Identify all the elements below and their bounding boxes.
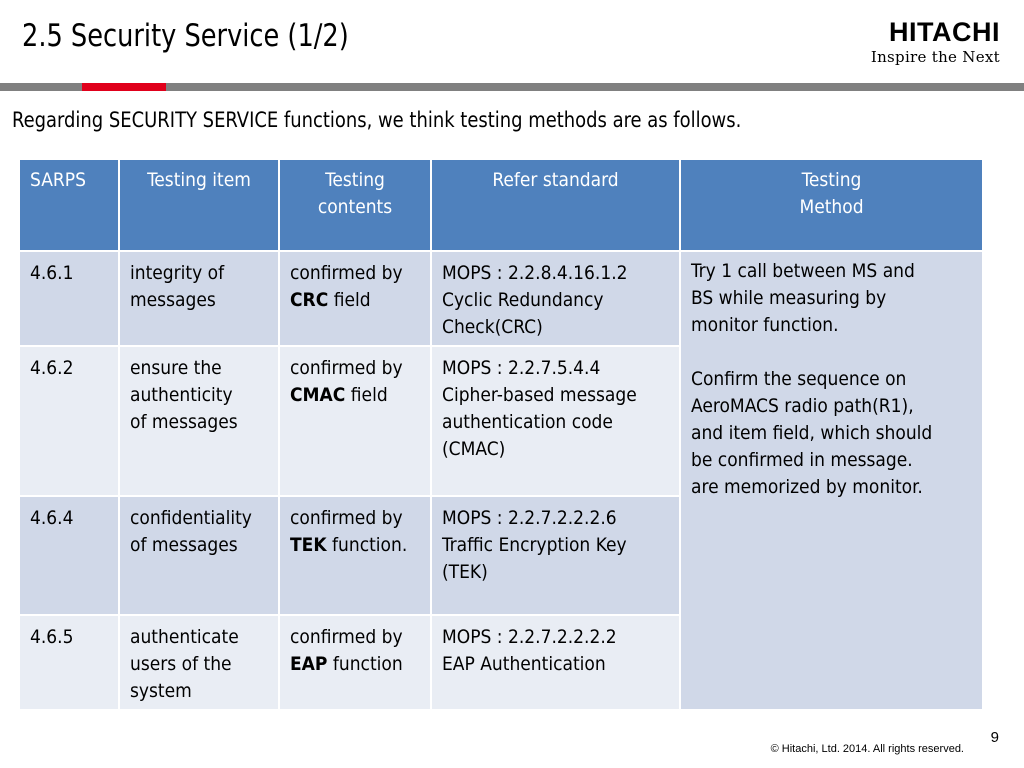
cell-line: system [130, 680, 192, 702]
cell-line: MOPS : 2.2.7.2.2.2.2 [442, 626, 617, 648]
header-testing-method [680, 159, 983, 251]
cell-testing-method [680, 251, 983, 710]
cell-line: confirmed by [290, 626, 403, 648]
cell-testing-contents [279, 346, 431, 496]
method-line: and item field, which should [691, 422, 933, 444]
table-header-row [19, 159, 983, 251]
contents-suffix: field [345, 384, 388, 406]
header-testing-method-line2: Method [799, 196, 864, 218]
cell-line: authenticity [130, 384, 233, 406]
cell-line: Cyclic Redundancy [442, 289, 604, 311]
header-refer-standard: Refer standard [431, 159, 680, 251]
cell-line: authentication code [442, 411, 613, 433]
method-line: Try 1 call between MS and [691, 260, 915, 282]
cell-line: of messages [130, 411, 238, 433]
cell-sarps: 4.6.2 [19, 346, 119, 496]
cell-line: (CMAC) [442, 438, 506, 460]
method-line: BS while measuring by [691, 287, 887, 309]
cell-testing-contents [279, 496, 431, 615]
copyright-notice: © Hitachi, Ltd. 2014. All rights reserved. [770, 743, 964, 755]
contents-keyword: EAP [290, 653, 328, 675]
table-row [19, 251, 983, 346]
header-testing-item: Testing item [119, 159, 279, 251]
cell-line: confidentiality [130, 507, 252, 529]
cell-line: Cipher-based message [442, 384, 637, 406]
cell-line: integrity of [130, 262, 225, 284]
cell-line: MOPS : 2.2.8.4.16.1.2 [442, 262, 628, 284]
cell-line: (TEK) [442, 561, 488, 583]
contents-suffix: function. [326, 534, 408, 556]
cell-testing-item [119, 346, 279, 496]
contents-suffix: function [327, 653, 403, 675]
cell-line: confirmed by [290, 507, 403, 529]
method-paragraph-gap [691, 339, 972, 366]
slide-title: 2.5 Security Service (1/2) [22, 18, 349, 54]
header-rule-accent [82, 83, 166, 91]
hitachi-logo [871, 18, 1000, 66]
cell-line: ensure the [130, 357, 222, 379]
cell-sarps: 4.6.5 [19, 615, 119, 710]
cell-sarps: 4.6.1 [19, 251, 119, 346]
cell-line: messages [130, 289, 216, 311]
cell-refer-standard [431, 251, 680, 346]
contents-suffix: field [328, 289, 371, 311]
cell-line: MOPS : 2.2.7.2.2.2.6 [442, 507, 617, 529]
cell-line: of messages [130, 534, 238, 556]
logo-wordmark: HITACHI [889, 17, 1000, 47]
method-line: AeroMACS radio path(R1), [691, 395, 914, 417]
cell-testing-item [119, 251, 279, 346]
header-testing-contents [279, 159, 431, 251]
contents-keyword: CMAC [290, 384, 346, 406]
cell-line [290, 382, 420, 409]
cell-line: users of the [130, 653, 232, 675]
cell-line: Check(CRC) [442, 316, 543, 338]
logo-tagline: Inspire the Next [870, 48, 1000, 66]
cell-refer-standard [431, 615, 680, 710]
cell-testing-contents [279, 251, 431, 346]
header-sarps: SARPS [19, 159, 119, 251]
method-line: monitor function. [691, 314, 839, 336]
intro-text: Regarding SECURITY SERVICE functions, we think testing methods are as follows. [12, 108, 742, 132]
contents-keyword: CRC [290, 289, 329, 311]
cell-testing-item [119, 496, 279, 615]
cell-line: confirmed by [290, 357, 403, 379]
cell-testing-contents [279, 615, 431, 710]
cell-line: EAP Authentication [442, 653, 606, 675]
cell-sarps: 4.6.4 [19, 496, 119, 615]
cell-line [290, 532, 420, 559]
cell-line [290, 287, 420, 314]
page-number: 9 [990, 729, 999, 746]
cell-testing-item [119, 615, 279, 710]
cell-line [290, 651, 420, 678]
header-testing-contents-line2: contents [317, 196, 393, 218]
cell-refer-standard [431, 496, 680, 615]
contents-keyword: TEK [290, 534, 327, 556]
cell-line: MOPS : 2.2.7.5.4.4 [442, 357, 601, 379]
security-test-table [18, 158, 984, 711]
cell-line: Traffic Encryption Key [442, 534, 627, 556]
cell-line: confirmed by [290, 262, 403, 284]
cell-refer-standard [431, 346, 680, 496]
method-line: be confirmed in message. [691, 449, 913, 471]
method-line: are memorized by monitor. [691, 476, 923, 498]
header-testing-method-line1: Testing [801, 169, 862, 191]
method-line: Confirm the sequence on [691, 368, 907, 390]
header-testing-contents-line1: Testing [325, 169, 385, 191]
cell-line: authenticate [130, 626, 239, 648]
